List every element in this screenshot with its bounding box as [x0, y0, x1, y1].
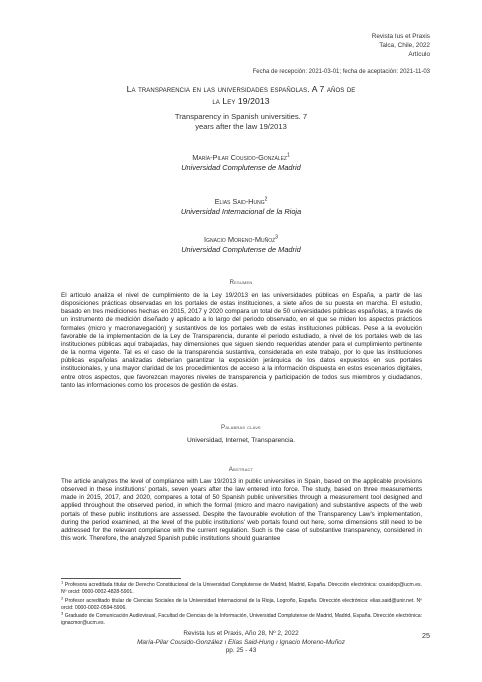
author-affiliation: Universidad Complutense de Madrid: [181, 163, 301, 172]
footnote-marker[interactable]: 3: [275, 234, 278, 241]
article-title-line-2: la Ley 19/2013: [212, 95, 270, 106]
footnote-text: Profesor acreditado titular de Ciencias Sociales de la Universidad Internacional de la Rioja, Logroño, España. Dirección electrónica: elias.said@unir.net. Nº orcid: 0000-0002-0594-5906.: [61, 597, 422, 611]
author-name: Elias Said-Hung: [214, 197, 265, 206]
journal-masthead: [372, 32, 430, 59]
footnote-marker: 1: [61, 579, 64, 585]
author-block-3: [60, 235, 422, 255]
page-number: 25: [422, 631, 430, 640]
author-affiliation: Universidad Complutense de Madrid: [181, 245, 301, 254]
footnote-marker[interactable]: 2: [264, 196, 268, 203]
author-block-1: [60, 153, 422, 173]
footnotes: [61, 579, 422, 629]
palabras-clave-heading: Palabras clave: [221, 424, 261, 431]
footnote-2: [61, 594, 422, 612]
resumen-heading: Resumen: [229, 279, 253, 286]
footnote-marker: 2: [61, 594, 64, 600]
journal-place-year: Talca, Chile, 2022: [379, 42, 430, 49]
article-title-english: [120, 112, 362, 132]
article-title-english-line-2: years after the law 19/2013: [195, 122, 287, 131]
footnote-marker[interactable]: 1: [286, 152, 290, 159]
footnote-3: [61, 610, 422, 627]
author-name: Ignacio Moreno-Muñoz: [204, 235, 276, 244]
footer-pages: pp. 25 - 43: [225, 647, 257, 654]
author-name: María-Pilar Cousido-González: [192, 153, 287, 162]
footnote-marker: 3: [61, 610, 64, 616]
resumen-text: El artículo analiza el nivel de cumplimiento de la Ley 19/2013 en las universidades públicas en España, a partir de las disposiciones prácticas observadas en los portales de estas instituciones, a siete años de su puesta en marcha. El estudio, basado en tres mediciones hechas en 2015, 2017 y 2020 compara un total de 50 universidades públicas españolas, a través de un instrumento de medición diseñado y aplicado a lo largo del periodo observado, en el que se miden los aspectos prácticos formales (micro y macronavegación) y sustantivos de los portales web de estas instituciones públicas. Pese a la evolución favorable de la implementación de la Ley de Transparencia, durante el periodo estudiado, a nivel de los portales web de las instituciones públicas aquí trabajadas, hay dimensiones que siguen siendo requeridas atender para el cumplimiento pertinente de la norma vigente. Tal es el caso de la transparencia sustantiva, considerada en este trabajo, por lo que las instituciones públicas españolas analizadas deberían garantizar la exposición jerárquica de los datos expuestos en sus portales institucionales, y una mayor claridad de los procedimientos de acceso a la información dispuesta en estos escenarios digitales, entre otros aspectos, que favorezcan mayores niveles de transparencia y participación de todos sus miembros y ciudadanos, tanto las informaciones como los procesos de gestión de estas.: [61, 292, 422, 389]
article-section: Artículo: [408, 51, 430, 58]
author-block-2: [60, 197, 422, 217]
journal-name: Revista Ius et Praxis: [371, 33, 430, 40]
palabras-clave-text: Universidad, Internet, Transparencia.: [186, 437, 296, 444]
footnote-1: [61, 579, 422, 596]
page-footer: [60, 630, 422, 656]
article-title: [60, 84, 422, 107]
reception-dates: Fecha de recepción: 2021-03-01; fecha de aceptación: 2021-11-03: [252, 69, 430, 75]
author-affiliation: Universidad Internacional de la Rioja: [180, 207, 302, 216]
footnote-text: Graduado de Comunicación Audiovisual, Facultad de Ciencias de la Información, Universidad Complutense de Madrid, Madrid, España. Dirección electrónica: ignacmor@ucm.es.: [61, 613, 422, 626]
footer-journal-issue: Revista Ius et Praxis, Año 28, Nº 2, 2022: [183, 630, 299, 637]
abstract-text: The article analyzes the level of compliance with Law 19/2013 in public universities in Spain, based on the applicable provisions observed in these institutions' portals, seven years after the law entered into force. The study, based on three measurements made in 2015, 2017, and 2020, compares a total of 50 Spanish public universities through a measurement tool designed and applied throughout the observed period, in which the formal (micro and macro navigation) and substantive aspects of the web portals of these public institutions are assessed. Despite the favourable evolution of the Transparency Law's implementation, during the period examined, at the level of the public institutions' web portals found out here, some dimensions still need to be addressed for the relevant compliance with the current regulation. Such is the case of substantive transparency, considered in this work. Therefore, the analyzed Spanish public institutions should guarantee: [61, 478, 422, 543]
footnote-separator: [61, 578, 181, 579]
article-title-english-line-1: Transparency in Spanish universities. 7: [174, 112, 308, 121]
abstract-heading: Abstract: [228, 466, 254, 473]
footer-authors: María-Pilar Cousido-González ı Elías Said-Hung ı Ignacio Moreno-Muñoz: [137, 638, 345, 646]
footnote-text: Profesora acreditada titular de Derecho Constitucional de la Universidad Complutense de Madrid, Madrid, España. Dirección electrónica: cousidop@ucm.es. Nº orcid: 0000-0002-4828-5901.: [61, 582, 422, 595]
article-title-line-1: La transparencia en las universidades españolas. A 7 años de: [126, 84, 356, 94]
